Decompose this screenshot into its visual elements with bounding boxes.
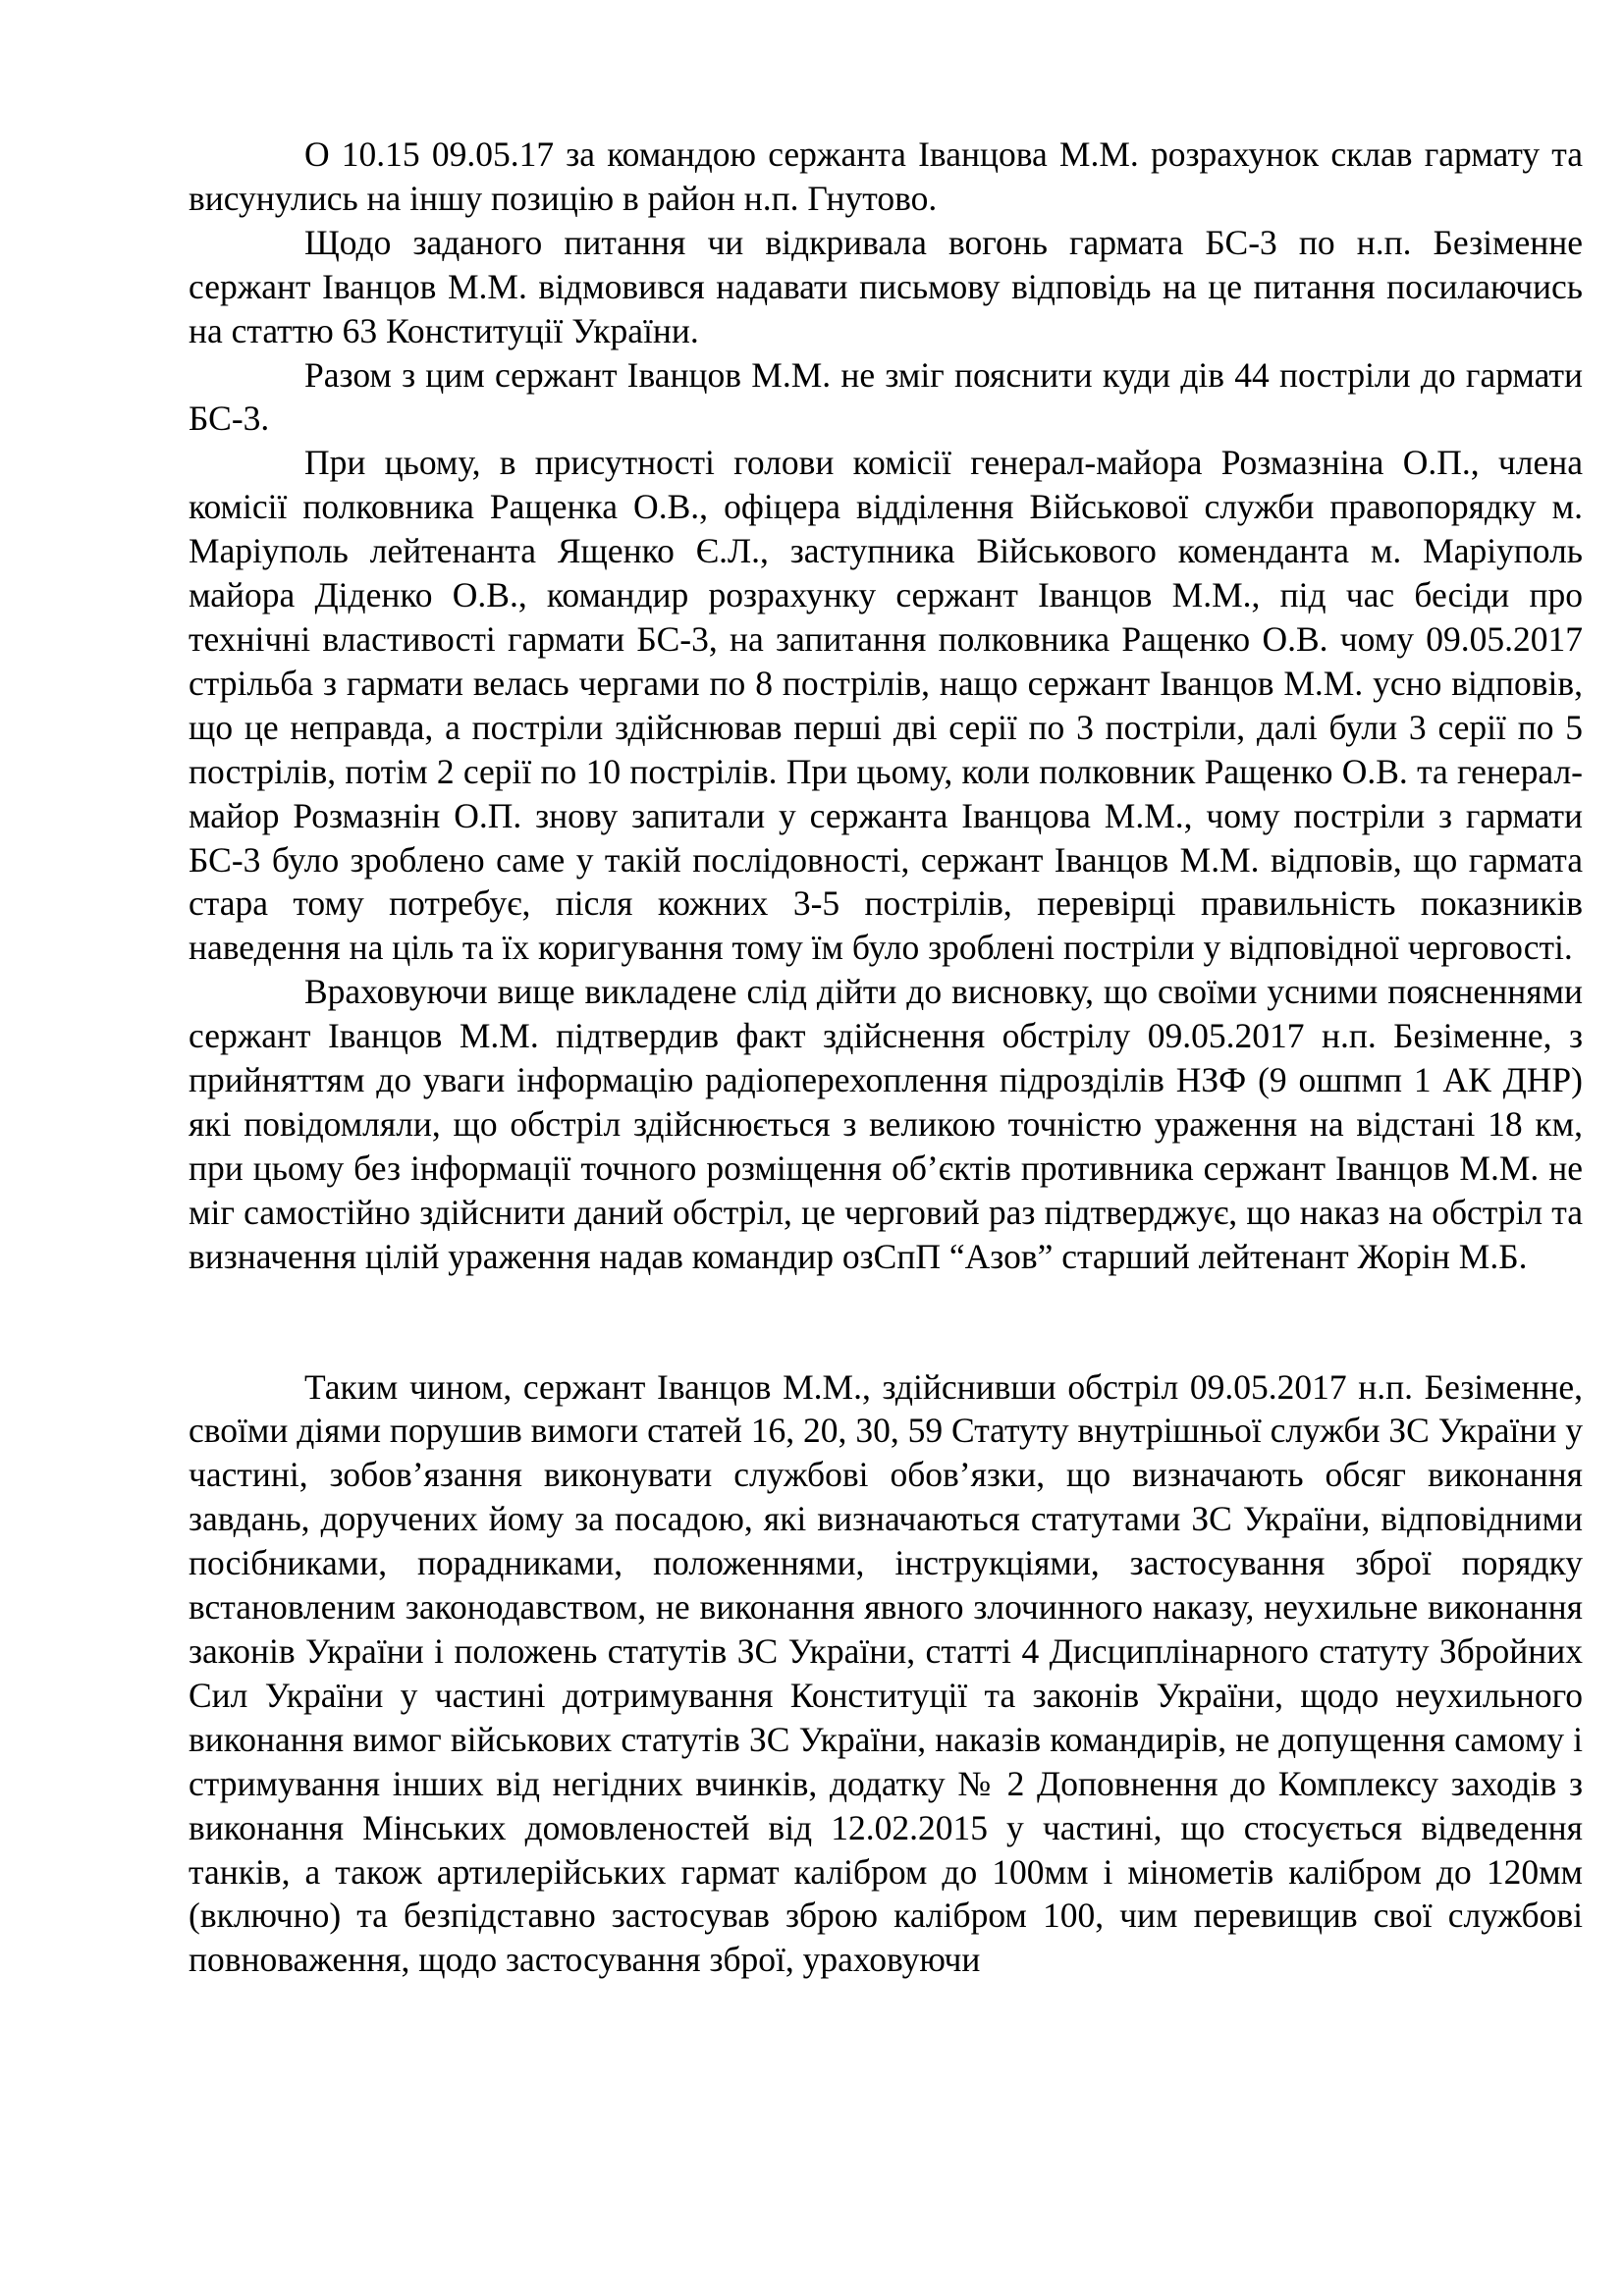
paragraph-violations: Таким чином, сержант Іванцов М.М., здійснивши обстріл 09.05.2017 н.п. Безіменне, своїми діями порушив вимоги статей 16, 20, 30, 59 Статуту внутрішньої служби ЗС України у частині, зобов’язання виконувати службові обов’язки, що визначають обсяг виконання завдань, доручених йому за посадою, які визначаються статутами ЗС України, відповідними посібниками, порадниками, положеннями, інструкціями, застосування зброї порядку встановленим законодавством, не виконання явного злочинного наказу, неухильне виконання законів України і положень статутів ЗС України, статті 4 Дисциплінарного статуту Збройних Сил України у частині дотримування Конституції та законів України, щодо неухильного виконання вимог військових статутів ЗС України, наказів командирів, не допущення самому і стримування інших від негідних вчинків, додатку № 2 Доповнення до Комплексу заходів з виконання Мінських домовленостей від 12.02.2015 у частині, що стосується відведення танків, а також артилерійських гармат калібром до 100мм і мінометів калібром до 120мм (включно) та безпідставно застосував зброю калібром 100, чим перевищив свої службові повноваження, щодо застосування зброї, ураховуючи xyxy=(189,1366,1583,1980)
paragraph-missing-shots: Разом з цим сержант Іванцов М.М. не зміг пояснити куди дів 44 постріли до гармати БС-3. xyxy=(189,354,1583,439)
paragraph-spacer xyxy=(189,1279,1583,1365)
paragraph-conclusion: Враховуючи вище викладене слід дійти до висновку, що своїми усними поясненнями сержант Іванцов М.М. підтвердив факт здійснення обстрілу 09.05.2017 н.п. Безіменне, з прийняттям до уваги інформацію радіоперехоплення підрозділів НЗФ (9 ошпмп 1 АК ДНР) які повідомляли, що обстріл здійснюється з великою точністю ураження на відстані 18 км, при цьому без інформації точного розміщення об’єктів противника сержант Іванцов М.М. не міг самостійно здійснити даний обстріл, це черговий раз підтверджує, що наказ на обстріл та визначення цілій ураження надав командир озСпП “Азов” старший лейтенант Жорін М.Б. xyxy=(189,972,1583,1276)
paragraph-commission-interview: При цьому, в присутності голови комісії генерал-майора Розмазніна О.П., члена комісії полковника Ращенка О.В., офіцера відділення Військової служби правопорядку м. Маріуполь лейтенанта Ященко Є.Л., заступника Військового коменданта м. Маріуполь майора Діденко О.В., командир розрахунку сержант Іванцов М.М., під час бесіди про технічні властивості гармати БС-3, на запитання полковника Ращенко О.В. чому 09.05.2017 стрільба з гармати велась чергами по 8 пострілів, нащо сержант Іванцов М.М. усно відповів, що це неправда, а постріли здійснював перші дві серії по 3 постріли, далі були 3 серії по 5 пострілів, потім 2 серії по 10 пострілів. При цьому, коли полковник Ращенко О.В. та генерал-майор Розмазнін О.П. знову запитали у сержанта Іванцова М.М., чому постріли з гармати БС-3 було зроблено саме у такій послідовності, сержант Іванцов М.М. відповів, що гармата стара тому потребує, після кожних 3-5 пострілів, перевірці правильність показників наведення на ціль та їх коригування тому їм було зроблені постріли у відповідної черговості. xyxy=(189,443,1583,968)
paragraph-refusal: Щодо заданого питання чи відкривала вогонь гармата БС-3 по н.п. Безіменне сержант Іванцов М.М. відмовився надавати письмову відповідь на це питання посилаючись на статтю 63 Конституції України. xyxy=(189,222,1583,350)
paragraph-repositioning: О 10.15 09.05.17 за командою сержанта Іванцова М.М. розрахунок склав гармату та висунулись на іншу позицію в район н.п. Гнутово. xyxy=(189,134,1583,218)
document-body xyxy=(189,133,1583,1982)
